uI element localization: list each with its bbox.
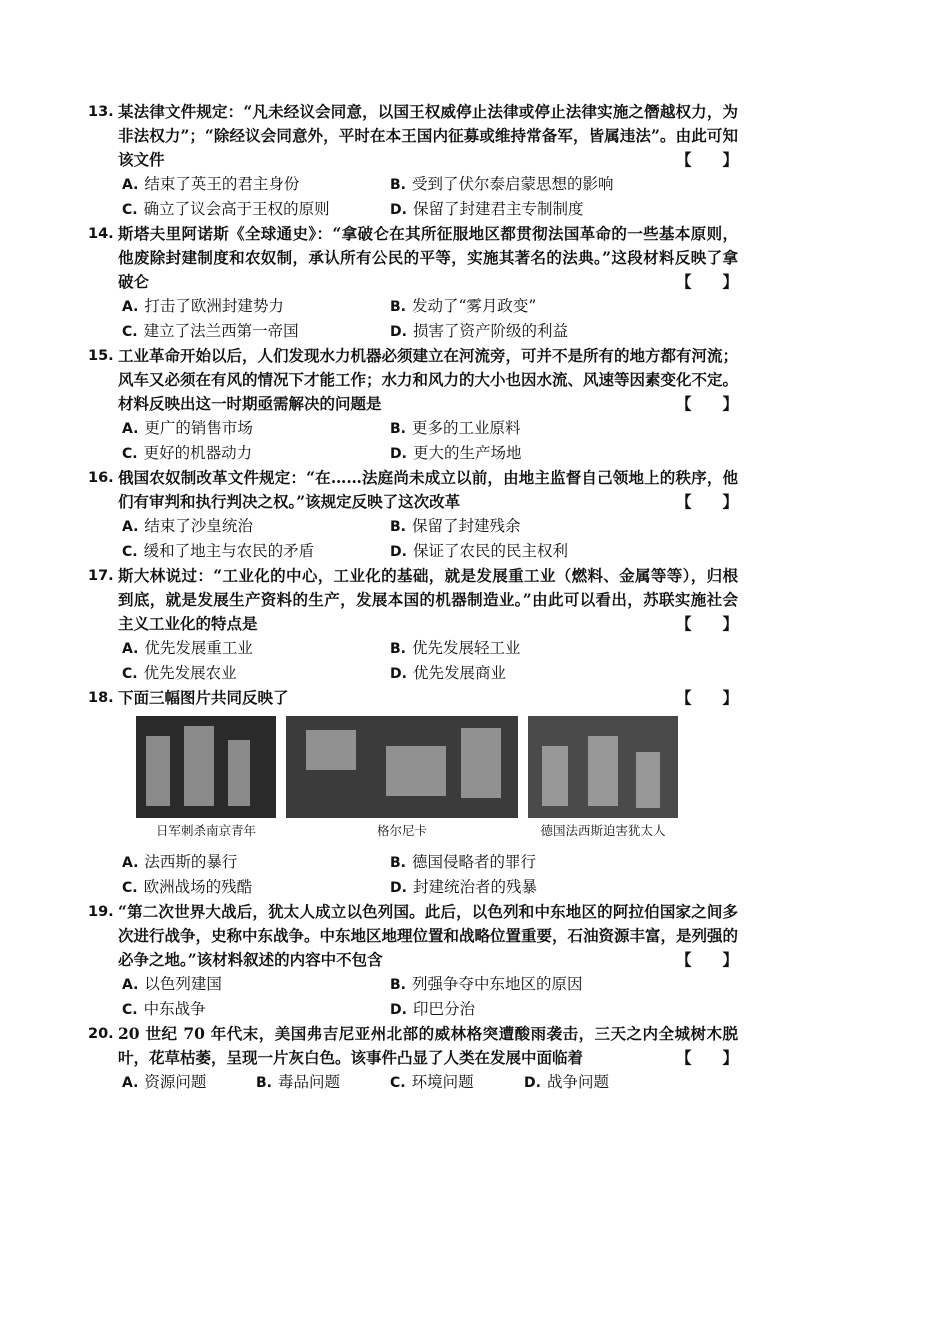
option-d [390, 539, 738, 564]
question-number: 14. [88, 226, 114, 242]
question-body [118, 1022, 738, 1095]
options [118, 850, 738, 900]
question-20 [88, 1022, 738, 1095]
option-letter: D. [390, 544, 407, 560]
question-16 [88, 466, 738, 564]
stem-text: 下面三幅图片共同反映了 [118, 688, 289, 707]
option-d [390, 661, 738, 686]
answer-bracket [676, 612, 738, 636]
option-d [390, 441, 738, 466]
option-letter: D. [390, 1002, 407, 1018]
option-text: 缓和了地主与农民的矛盾 [143, 542, 315, 560]
option-b [390, 850, 738, 875]
option-a [122, 514, 390, 539]
option-letter: C. [122, 544, 138, 560]
option-letter: A. [122, 421, 139, 437]
option-c [122, 197, 390, 222]
question-stem [118, 222, 738, 294]
bracket-open: 【 [676, 492, 692, 511]
stem-text: 某法律文件规定：“凡未经议会同意，以国王权威停止法律或停止法律实施之僭越权力，为非法权力”；“除经议会同意外，平时在本王国内征募或维持常备军，皆属违法”。由此可知该文件 [118, 102, 738, 169]
question-stem [118, 686, 738, 710]
question-body [118, 100, 738, 222]
option-text: 确立了议会高于王权的原则 [143, 200, 330, 218]
option-a [122, 850, 390, 875]
answer-bracket [676, 1046, 738, 1070]
option-b [390, 172, 738, 197]
option-d [524, 1070, 738, 1095]
option-text: 打击了欧洲封建势力 [144, 297, 284, 315]
option-letter: C. [122, 880, 138, 896]
bracket-close: 】 [722, 1048, 738, 1067]
question-number: 15. [88, 348, 114, 364]
bracket-open: 【 [676, 1048, 692, 1067]
option-text: 优先发展轻工业 [412, 639, 521, 657]
option-text: 保证了农民的民主权利 [412, 542, 568, 560]
option-letter: A. [122, 1075, 139, 1091]
caption-2: 格尔尼卡 [376, 823, 427, 838]
option-d [390, 319, 738, 344]
question-17 [88, 564, 738, 686]
options [118, 416, 738, 466]
option-letter: A. [122, 855, 139, 871]
question-15 [88, 344, 738, 466]
question-number: 20. [88, 1026, 114, 1042]
answer-bracket [676, 686, 738, 710]
option-c [122, 319, 390, 344]
bracket-open: 【 [676, 950, 692, 969]
option-b [390, 416, 738, 441]
options [118, 1070, 738, 1095]
option-c [122, 441, 390, 466]
option-text: 结束了英王的君主身份 [144, 175, 300, 193]
option-text: 法西斯的暴行 [144, 853, 238, 871]
option-letter: A. [122, 299, 139, 315]
stem-text: 斯塔夫里阿诺斯《全球通史》：“拿破仑在其所征服地区都贯彻法国革命的一些基本原则，他废除封建制度和农奴制，承认所有公民的平等，实施其著名的法典。”这段材料反映了拿破仑 [118, 224, 738, 291]
bracket-open: 【 [676, 272, 692, 291]
option-text: 毒品问题 [278, 1073, 341, 1091]
photo-row [136, 716, 738, 818]
option-text: 战争问题 [546, 1073, 609, 1091]
option-d [390, 875, 738, 900]
option-a [122, 294, 390, 319]
question-body [118, 686, 738, 900]
stem-text: 工业革命开始以后，人们发现水力机器必须建立在河流旁，可并不是所有的地方都有河流；风车又必须在有风的情况下才能工作；水力和风力的大小也因水流、风速等因素变化不定。材料反映出这一时期亟需解决的问题是 [118, 346, 739, 413]
option-text: 更多的工业原料 [412, 419, 521, 437]
option-c [122, 997, 390, 1022]
option-text: 优先发展商业 [412, 664, 506, 682]
question-stem [118, 466, 738, 514]
option-letter: C. [122, 446, 138, 462]
question-number: 19. [88, 904, 114, 920]
option-text: 保留了封建残余 [412, 517, 521, 535]
option-b [390, 636, 738, 661]
stem-text: 20 世纪 70 年代末，美国弗吉尼亚州北部的威林格突遭酸雨袭击，三天之内全城树木脱叶，花草枯萎，呈现一片灰白色。该事件凸显了人类在发展中面临着 [118, 1024, 738, 1067]
question-stem [118, 100, 738, 172]
bracket-close: 】 [722, 394, 738, 413]
bracket-open: 【 [676, 688, 692, 707]
option-letter: D. [524, 1075, 541, 1091]
answer-bracket [676, 148, 738, 172]
bracket-close: 】 [722, 150, 738, 169]
option-text: 结束了沙皇统治 [144, 517, 253, 535]
answer-bracket [676, 490, 738, 514]
option-letter: B. [390, 421, 406, 437]
bracket-open: 【 [676, 394, 692, 413]
bracket-close: 】 [722, 272, 738, 291]
question-number: 13. [88, 104, 114, 120]
question-stem [118, 900, 738, 972]
question-number: 18. [88, 690, 114, 706]
option-a [122, 172, 390, 197]
option-text: 列强争夺中东地区的原因 [412, 975, 583, 993]
option-letter: D. [390, 446, 407, 462]
option-text: 受到了伏尔泰启蒙思想的影响 [412, 175, 614, 193]
photo-captions [136, 822, 738, 840]
photo-jewish-persecution [528, 716, 678, 818]
option-a [122, 972, 390, 997]
option-c [122, 539, 390, 564]
option-letter: D. [390, 324, 407, 340]
option-letter: D. [390, 202, 407, 218]
question-body [118, 344, 738, 466]
question-18 [88, 686, 738, 900]
stem-text: “第二次世界大战后，犹太人成立以色列国。此后，以色列和中东地区的阿拉伯国家之间多次进行战争，史称中东战争。中东地区地理位置和战略位置重要，石油资源丰富，是列强的必争之地。”该材料叙述的内容中不包含 [118, 902, 739, 969]
bracket-open: 【 [676, 150, 692, 169]
question-number: 17. [88, 568, 114, 584]
option-text: 环境问题 [411, 1073, 474, 1091]
option-letter: B. [390, 519, 406, 535]
bracket-close: 】 [722, 492, 738, 511]
question-number: 16. [88, 470, 114, 486]
option-letter: D. [390, 880, 407, 896]
answer-bracket [676, 270, 738, 294]
bracket-open: 【 [676, 614, 692, 633]
option-letter: D. [390, 666, 407, 682]
option-c [122, 875, 390, 900]
option-text: 更广的销售市场 [144, 419, 253, 437]
bracket-close: 】 [722, 614, 738, 633]
option-text: 资源问题 [144, 1073, 207, 1091]
stem-text: 斯大林说过：“工业化的中心，工业化的基础，就是发展重工业（燃料、金属等等），归根到底，就是发展生产资料的生产，发展本国的机器制造业。”由此可以看出，苏联实施社会主义工业化的特点是 [118, 566, 738, 633]
option-a [122, 1070, 256, 1095]
option-text: 封建统治者的残暴 [412, 878, 537, 896]
option-text: 发动了“雾月政变” [412, 297, 537, 315]
options [118, 972, 738, 1022]
option-text: 更大的生产场地 [412, 444, 522, 462]
option-text: 损害了资产阶级的利益 [412, 322, 568, 340]
question-13 [88, 100, 738, 222]
options [118, 294, 738, 344]
option-d [390, 197, 738, 222]
question-body [118, 900, 738, 1022]
option-letter: C. [122, 1002, 138, 1018]
question-body [118, 222, 738, 344]
option-text: 欧洲战场的残酷 [143, 878, 253, 896]
option-text: 优先发展重工业 [144, 639, 253, 657]
option-letter: B. [390, 641, 406, 657]
option-letter: A. [122, 519, 139, 535]
option-letter: B. [390, 299, 406, 315]
option-text: 印巴分治 [412, 1000, 475, 1018]
stem-text: 俄国农奴制改革文件规定：“在……法庭尚未成立以前，由地主监督自己领地上的秩序，他们有审判和执行判决之权。”该规定反映了这次改革 [118, 468, 738, 511]
option-c [122, 661, 390, 686]
answer-bracket [676, 948, 738, 972]
options [118, 514, 738, 564]
question-body [118, 466, 738, 564]
option-letter: C. [122, 666, 138, 682]
option-letter: C. [390, 1075, 406, 1091]
option-letter: C. [122, 202, 138, 218]
bracket-close: 】 [722, 950, 738, 969]
option-text: 更好的机器动力 [143, 444, 253, 462]
option-b [390, 972, 738, 997]
option-text: 优先发展农业 [143, 664, 237, 682]
option-letter: B. [390, 177, 406, 193]
option-letter: B. [390, 977, 406, 993]
caption-1: 日军刺杀南京青年 [155, 823, 256, 838]
option-letter: A. [122, 641, 139, 657]
options [118, 636, 738, 686]
bracket-close: 】 [722, 688, 738, 707]
question-stem [118, 1022, 738, 1070]
option-letter: A. [122, 977, 139, 993]
option-text: 中东战争 [143, 1000, 206, 1018]
question-stem [118, 564, 738, 636]
option-b [390, 514, 738, 539]
question-14 [88, 222, 738, 344]
option-text: 德国侵略者的罪行 [412, 853, 537, 871]
photo-guernica [286, 716, 518, 818]
option-letter: B. [256, 1075, 272, 1091]
option-text: 保留了封建君主专制制度 [412, 200, 584, 218]
option-b [390, 294, 738, 319]
option-b [256, 1070, 390, 1095]
option-a [122, 636, 390, 661]
options [118, 172, 738, 222]
option-letter: A. [122, 177, 139, 193]
exam-page [88, 100, 738, 1095]
answer-bracket [676, 392, 738, 416]
option-letter: B. [390, 855, 406, 871]
option-c [390, 1070, 524, 1095]
photo-nanjing [136, 716, 276, 818]
option-a [122, 416, 390, 441]
question-19 [88, 900, 738, 1022]
question-body [118, 564, 738, 686]
option-letter: C. [122, 324, 138, 340]
caption-3: 德国法西斯迫害犹太人 [540, 823, 666, 838]
option-d [390, 997, 738, 1022]
question-stem [118, 344, 738, 416]
option-text: 以色列建国 [144, 975, 222, 993]
option-text: 建立了法兰西第一帝国 [143, 322, 299, 340]
